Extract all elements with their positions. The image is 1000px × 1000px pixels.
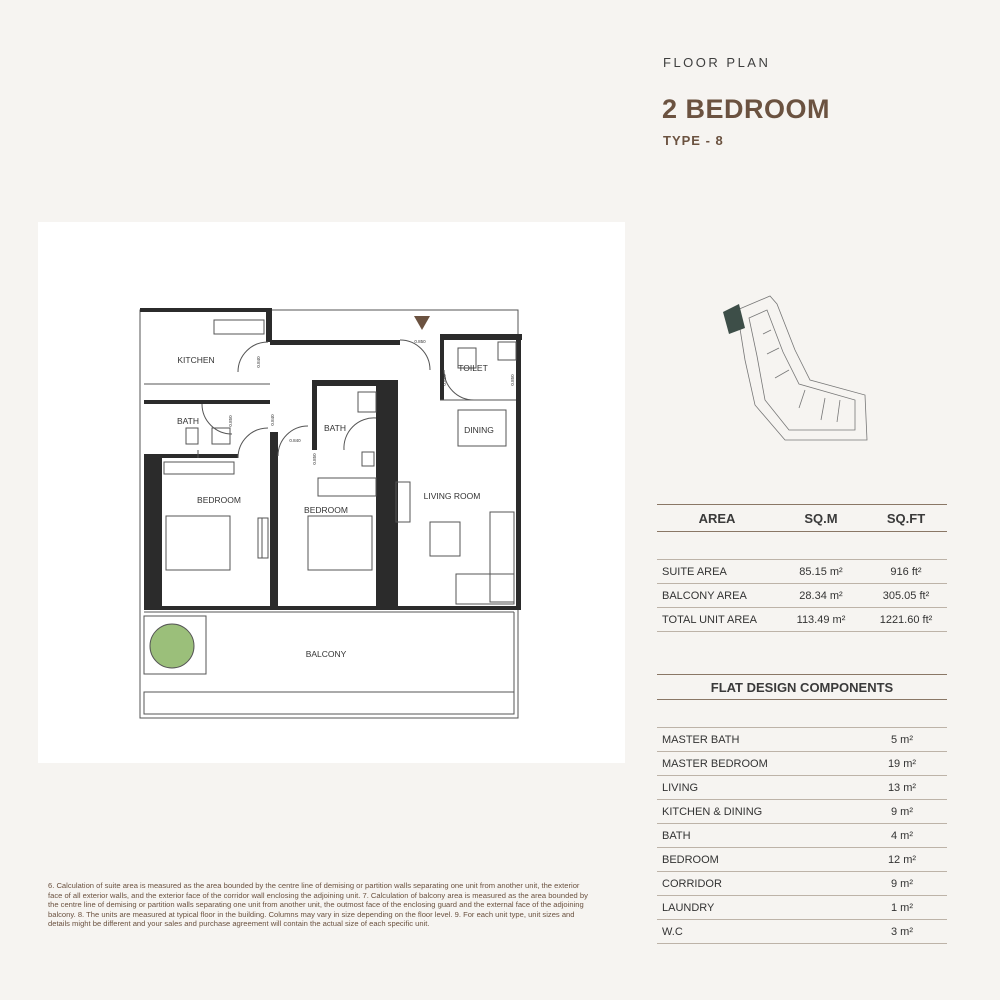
row-label: BEDROOM [662,853,719,866]
row-label: TOTAL UNIT AREA [662,613,757,626]
table-row [657,920,947,944]
room-label-living: LIVING ROOM [423,491,481,501]
sqft-value: 305.05 ft² [882,589,930,602]
row-value: 5 m² [891,733,913,746]
column-header: AREA [698,510,736,526]
room-label-kitchen: KITCHEN [177,355,215,365]
row-label: W.C [662,925,683,938]
row-label: BATH [662,829,691,842]
table-row [657,776,947,800]
room-label-dining: DINING [464,425,494,435]
row-value: 3 m² [891,925,913,938]
table-row [657,560,947,584]
area-table-header [657,504,947,532]
section-eyebrow: FLOOR PLAN [663,55,771,70]
room-label-bedroom-1: BEDROOM [197,495,241,505]
dimension-label: 0.840 [256,356,261,368]
row-label: LIVING [662,781,699,794]
entry-marker [414,316,430,330]
table-row [657,896,947,920]
dimension-label: 0.850 [414,339,426,344]
row-value: 1 m² [891,901,913,914]
table-row [657,584,947,608]
room-label-bedroom-2: BEDROOM [304,505,348,515]
row-label: CORRIDOR [662,877,722,890]
sqm-value: 28.34 m² [799,589,843,602]
dimension-label: 0.850 [228,415,233,427]
room-label-balcony: BALCONY [305,649,347,659]
dimension-label: 0.850 [312,453,317,465]
room-label-toilet: TOILET [458,363,488,373]
walls [140,308,522,610]
table-row [657,872,947,896]
row-value: 9 m² [891,877,913,890]
planter [150,624,194,668]
row-value: 4 m² [891,829,913,842]
area-table [657,504,947,632]
row-label: SUITE AREA [662,565,727,578]
row-value: 19 m² [887,757,917,770]
table-row [657,800,947,824]
sqm-value: 113.49 m² [796,613,846,626]
dimension-label: 0.840 [270,414,275,426]
row-label: MASTER BATH [662,733,740,746]
column-header: SQ.M [804,510,838,526]
unit-type: TYPE - 8 [663,133,724,148]
disclaimer-footnote: 6. Calculation of suite area is measured as the area bounded by the centre line of demising or partition walls separating one unit from another unit, the exterior face of all exterior walls, and the exterior face of the corridor wall enclosing the adjoining unit. 7. Calculation of balcony area is measured as the area bounded by the centre line of demising or partition walls separating one unit from another unit, the outmost face of the enclosing guard and the external face of the adjoining balcony. 8. The units are measured at typical floor in the building. Columns may vary in size depending on the floor level. 9. For each unit type, unit sizes and details might be different and your sales and purchase agreement will contain the actual size of each specific unit. [48,881,588,929]
floor-plan-drawing [38,222,625,763]
dimension-label: 0.840 [289,438,301,443]
sqft-value: 916 ft² [890,565,922,578]
sqft-value: 1221.60 ft² [879,613,933,626]
components-title: FLAT DESIGN COMPONENTS [657,674,947,700]
dimension-label: 0.850 [442,374,447,386]
components-table [657,674,947,944]
table-row [657,728,947,752]
table-row [657,848,947,872]
room-label-bath-1: BATH [176,416,200,426]
page-title: 2 BEDROOM [662,94,831,124]
room-label-bath-2: BATH [323,423,347,433]
row-value: 12 m² [887,853,917,866]
dimension-label: 0.850 [510,374,515,386]
sqm-value: 85.15 m² [799,565,843,578]
row-label: LAUNDRY [662,901,715,914]
table-row [657,608,947,632]
row-label: KITCHEN & DINING [662,805,763,818]
key-plan-thumbnail [715,290,875,450]
floor-plan-panel [38,222,625,763]
row-label: MASTER BEDROOM [662,757,768,770]
column-header: SQ.FT [886,510,926,526]
table-row [657,752,947,776]
row-value: 13 m² [887,781,917,794]
row-value: 9 m² [891,805,913,818]
table-row [657,824,947,848]
row-label: BALCONY AREA [662,589,747,602]
unit-location-highlight [723,304,745,334]
